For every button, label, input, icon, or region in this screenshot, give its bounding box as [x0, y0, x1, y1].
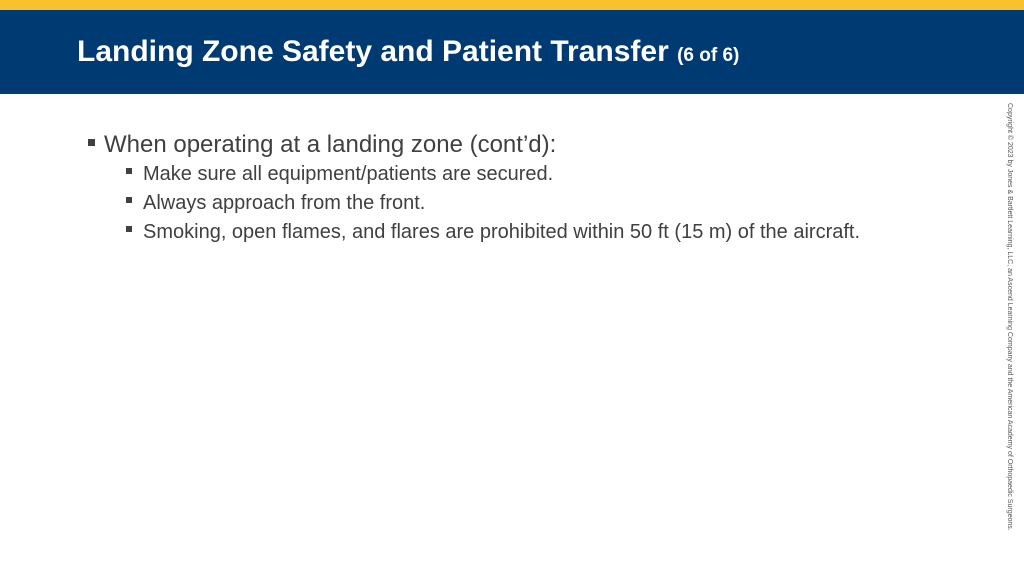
sub-bullet-secure-equipment: Make sure all equipment/patients are secured. — [143, 163, 554, 185]
slide-title-counter: (6 of 6) — [677, 45, 740, 66]
bullet-square-icon — [88, 139, 95, 146]
sub-bullet-approach-front: Always approach from the front. — [143, 192, 426, 214]
slide-title — [77, 34, 739, 74]
slide-title-text: Landing Zone Safety and Patient Transfer — [77, 35, 678, 68]
bullet-square-icon — [126, 197, 132, 203]
bullet-main: When operating at a landing zone (cont’d): — [104, 131, 557, 158]
bullet-square-icon — [126, 226, 132, 232]
sub-bullet-no-smoking: Smoking, open flames, and flares are prohibited within 50 ft (15 m) of the aircraft. — [143, 221, 861, 243]
bullet-square-icon — [126, 168, 132, 174]
accent-stripe — [0, 0, 1024, 10]
copyright-notice: Copyright © 2023 by Jones & Bartlett Learning, LLC, an Ascend Learning Company and the American Academy of Orthopaedic Surgeons. — [1006, 103, 1013, 531]
